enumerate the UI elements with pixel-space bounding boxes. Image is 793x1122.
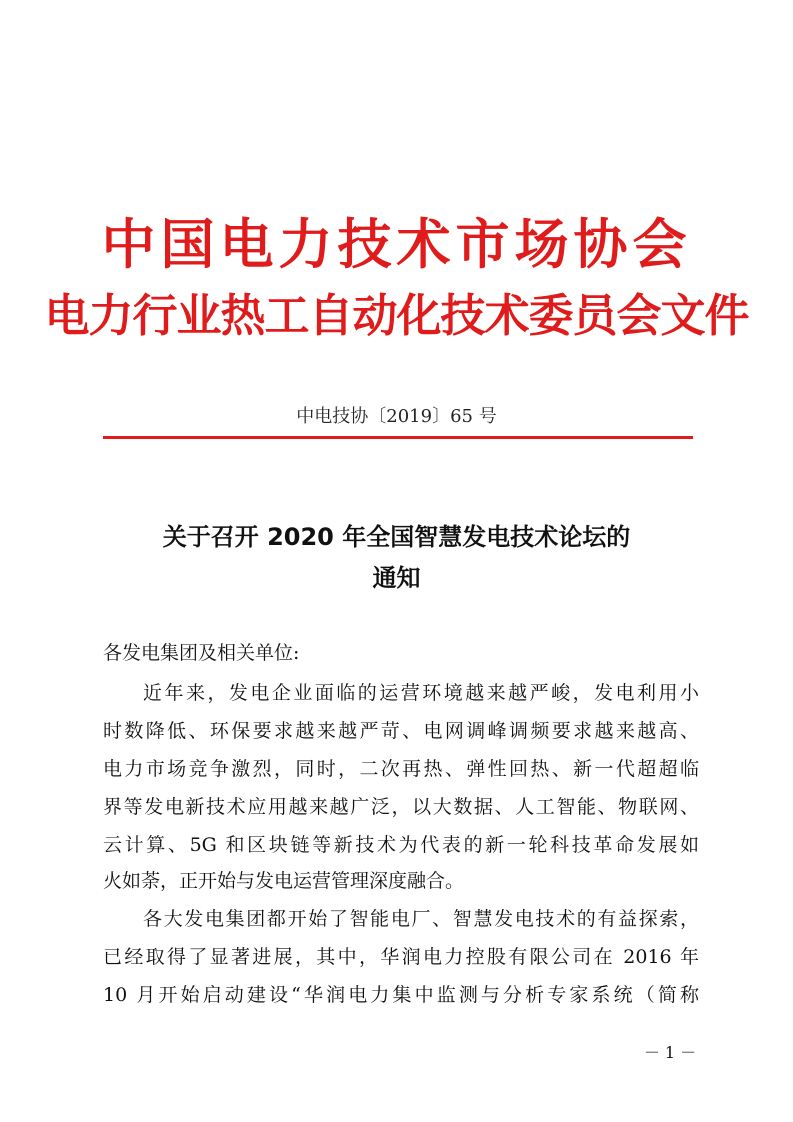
red-divider-line [103, 436, 693, 439]
notice-title-line-1: 关于召开 2020 年全国智慧发电技术论坛的 [162, 523, 631, 551]
page-number: － 1 － [643, 1043, 697, 1062]
notice-title-line-2: 通知 [372, 564, 421, 592]
paragraph-1-line-1: 近年来，发电企业面临的运营环境越来越严峻，发电利用小 [143, 682, 699, 704]
paragraph-2-line-2: 已经取得了显著进展，其中，华润电力控股有限公司在 2016 年 [103, 946, 699, 968]
salutation: 各发电集团及相关单位: [103, 642, 300, 664]
paragraph-1-line-6: 火如荼，正开始与发电运营管理深度融合。 [103, 870, 465, 892]
committee-document-heading: 电力行业热工自动化技术委员会文件 [44, 289, 749, 342]
paragraph-1-line-5: 云计算、5G 和区块链等新技术为代表的新一轮科技革命发展如 [103, 834, 699, 856]
paragraph-1-line-3: 电力市场竞争激烈，同时，二次再热、弹性回热、新一代超超临 [103, 758, 699, 780]
document-number: 中电技协〔2019〕65 号 [296, 406, 497, 427]
paragraph-1-line-2: 时数降低、环保要求越来越严苛、电网调峰调频要求越来越高、 [103, 720, 699, 742]
paragraph-1-line-4: 界等发电新技术应用越来越广泛，以大数据、人工智能、物联网、 [103, 796, 699, 818]
paragraph-2-line-1: 各大发电集团都开始了智能电厂、智慧发电技术的有益探索， [143, 908, 699, 930]
paragraph-2-line-3: 10 月开始启动建设“华润电力集中监测与分析专家系统（简称 [103, 984, 699, 1006]
issuer-name-heading: 中国电力技术市场协会 [101, 213, 692, 276]
